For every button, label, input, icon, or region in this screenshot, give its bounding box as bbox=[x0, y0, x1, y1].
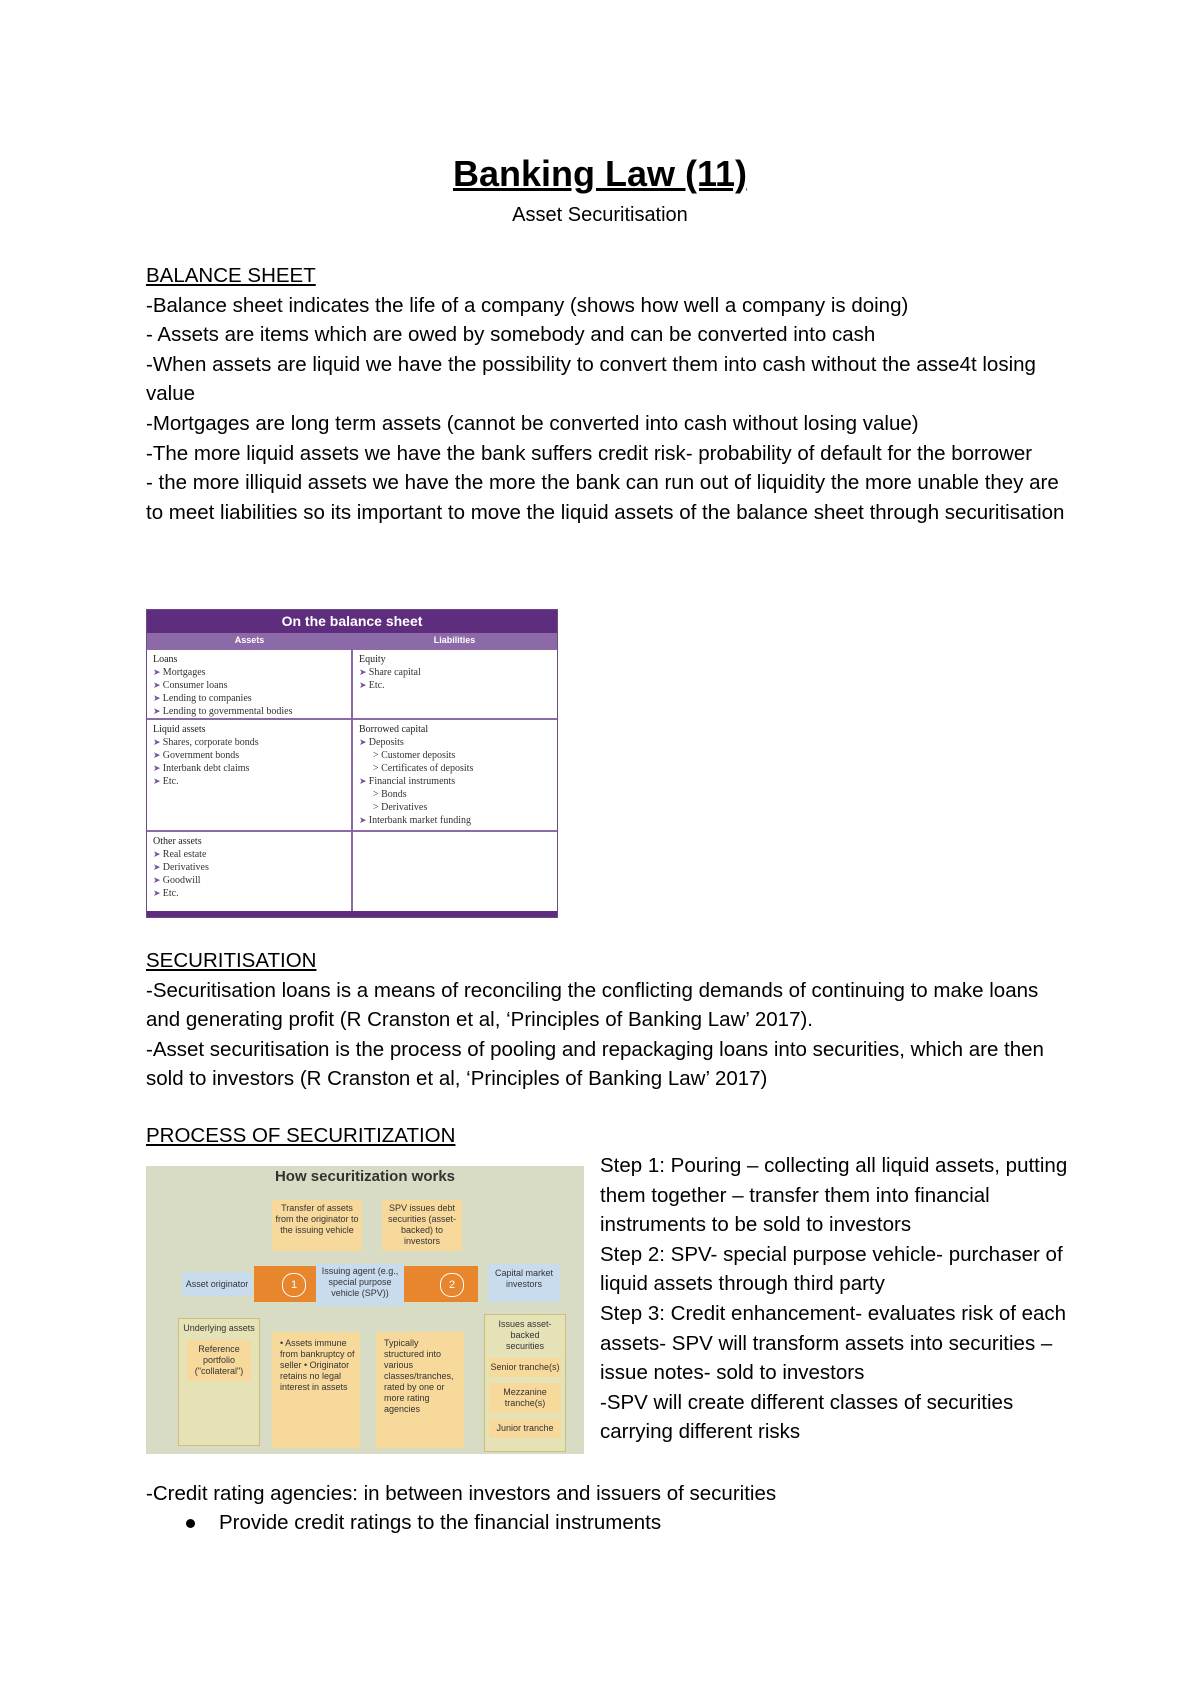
list-item: ➤ Mortgages bbox=[153, 666, 345, 679]
paragraph: -When assets are liquid we have the possibility to convert them into cash without the asse4t losing value bbox=[146, 352, 1036, 406]
list-item: ➤ Consumer loans bbox=[153, 679, 345, 692]
bullet-icon bbox=[186, 1519, 195, 1528]
capital-market-box: Capital market investors bbox=[488, 1264, 560, 1302]
transfer-box: Transfer of assets from the originator to the issuing vehicle bbox=[272, 1200, 362, 1251]
paragraph: -Mortgages are long term assets (cannot be converted into cash without losing value) bbox=[146, 411, 919, 435]
figure-row bbox=[147, 648, 557, 718]
ratings-section bbox=[146, 1479, 1076, 1509]
figure-row bbox=[147, 718, 557, 830]
step-paragraph: -SPV will create different classes of securities carrying different risks bbox=[600, 1390, 1014, 1444]
page-subtitle: Asset Securitisation bbox=[512, 204, 688, 226]
asset-immunity-box: • Assets immune from bankruptcy of seller • Originator retains no legal interest in assets bbox=[272, 1332, 360, 1448]
liquid-assets-cell bbox=[147, 720, 351, 830]
liabilities-column-header: Liabilities bbox=[433, 635, 476, 645]
tranche-structure-box: Typically structured into various classes/tranches, rated by one or more rating agencies bbox=[376, 1332, 464, 1448]
list-subitem: > Certificates of deposits bbox=[359, 762, 551, 775]
list-item: ➤ Goodwill bbox=[153, 874, 345, 887]
bullet-item: Provide credit ratings to the financial instruments bbox=[219, 1511, 662, 1534]
list-item: ➤ Interbank market funding bbox=[359, 814, 551, 827]
securitization-process-figure bbox=[146, 1166, 584, 1454]
page-title: Banking Law (11) bbox=[452, 153, 748, 194]
cell-heading: Other assets bbox=[153, 836, 202, 847]
senior-tranche-box: Senior tranche(s) bbox=[489, 1358, 561, 1377]
list-subitem: > Derivatives bbox=[359, 801, 551, 814]
cell-heading: Borrowed capital bbox=[359, 724, 429, 735]
list-item: ➤ Real estate bbox=[153, 848, 345, 861]
step-paragraph: Step 1: Pouring – collecting all liquid assets, putting them together – transfer them into financial instruments to be sold to investors bbox=[600, 1154, 1068, 1237]
cell-heading: Equity bbox=[359, 654, 386, 665]
mezzanine-tranche-box: Mezzanine tranche(s) bbox=[489, 1383, 561, 1413]
figure-title: How securitization works bbox=[274, 1168, 456, 1185]
box-label: Issues asset-backed securities bbox=[498, 1319, 552, 1351]
process-section-heading-wrap bbox=[146, 1121, 1076, 1151]
cell-heading: Liquid assets bbox=[153, 724, 206, 735]
empty-cell bbox=[351, 832, 557, 912]
list-subitem: > Bonds bbox=[359, 788, 551, 801]
paragraph: - Assets are items which are owed by somebody and can be converted into cash bbox=[146, 323, 876, 347]
step-paragraph: Step 3: Credit enhancement- evaluates risk of each assets- SPV will transform assets into securities – issue notes- sold to investors bbox=[600, 1301, 1067, 1385]
list-item: ➤ Lending to governmental bodies bbox=[153, 705, 345, 718]
list-item: ➤ Interbank debt claims bbox=[153, 762, 345, 775]
list-item: ➤ Lending to companies bbox=[153, 692, 345, 705]
figure-header-row bbox=[147, 633, 557, 648]
step-1-badge: 1 bbox=[282, 1273, 306, 1297]
section-heading-process: PROCESS OF SECURITIZATION bbox=[146, 1124, 456, 1147]
issuing-agent-box: Issuing agent (e.g., special purpose vehicle (SPV)) bbox=[316, 1264, 404, 1306]
list-item: ➤ Derivatives bbox=[153, 861, 345, 874]
balance-sheet-figure bbox=[146, 609, 558, 918]
figure-footer-bar bbox=[147, 911, 557, 917]
borrowed-capital-cell bbox=[351, 720, 557, 830]
list-subitem: > Customer deposits bbox=[359, 749, 551, 762]
paragraph: - the more illiquid assets we have the more the bank can run out of liquidity the more unable they are to meet liabilities so its important to move the liquid assets of the balance sheet through securitisation bbox=[146, 471, 1065, 524]
paragraph: -Asset securitisation is the process of pooling and repackaging loans into securities, which are then sold to investors (R Cranston et al, ‘Principles of Banking Law’ 2017) bbox=[146, 1037, 1044, 1091]
section-heading-securitisation: SECURITISATION bbox=[146, 949, 317, 972]
issued-securities-box bbox=[484, 1314, 566, 1452]
step-paragraph: Step 2: SPV- special purpose vehicle- purchaser of liquid assets through third party bbox=[600, 1242, 1063, 1296]
list-item: ➤ Shares, corporate bonds bbox=[153, 736, 345, 749]
spv-issues-box: SPV issues debt securities (asset-backed) to investors bbox=[382, 1200, 462, 1251]
list-item: ➤ Etc. bbox=[153, 775, 345, 788]
figure-row bbox=[147, 830, 557, 912]
junior-tranche-box: Junior tranche bbox=[489, 1419, 561, 1438]
list-item: ➤ Etc. bbox=[359, 679, 551, 692]
securitisation-section bbox=[146, 946, 1076, 1094]
list-item: ➤ Government bonds bbox=[153, 749, 345, 762]
list-item: ➤ Share capital bbox=[359, 666, 551, 679]
asset-originator-box: Asset originator bbox=[182, 1272, 252, 1296]
reference-portfolio-box: Reference portfolio ("collateral") bbox=[187, 1340, 251, 1381]
balance-sheet-section bbox=[146, 261, 1076, 527]
loans-cell bbox=[147, 650, 351, 718]
underlying-assets-box bbox=[178, 1318, 260, 1446]
list-item: ➤ Etc. bbox=[153, 887, 345, 900]
process-steps bbox=[600, 1151, 1070, 1447]
assets-column-header: Assets bbox=[234, 635, 265, 645]
figure-title: On the balance sheet bbox=[147, 610, 557, 633]
paragraph: -Balance sheet indicates the life of a company (shows how well a company is doing) bbox=[146, 293, 909, 317]
box-label: Underlying assets bbox=[183, 1323, 255, 1333]
cell-heading: Loans bbox=[153, 654, 178, 665]
equity-cell bbox=[351, 650, 557, 718]
paragraph: -The more liquid assets we have the bank suffers credit risk- probability of default for the borrower bbox=[146, 441, 1033, 465]
list-item: ➤ Deposits bbox=[359, 736, 551, 749]
section-heading-balance-sheet: BALANCE SHEET bbox=[146, 264, 316, 287]
step-2-badge: 2 bbox=[440, 1273, 464, 1297]
paragraph: -Securitisation loans is a means of reconciling the conflicting demands of continuing to make loans and generating profit (R Cranston et al, ‘Principles of Banking Law’ 2017). bbox=[146, 978, 1039, 1032]
list-item: ➤ Financial instruments bbox=[359, 775, 551, 788]
paragraph: -Credit rating agencies: in between investors and issuers of securities bbox=[146, 1482, 777, 1505]
other-assets-cell bbox=[147, 832, 351, 912]
